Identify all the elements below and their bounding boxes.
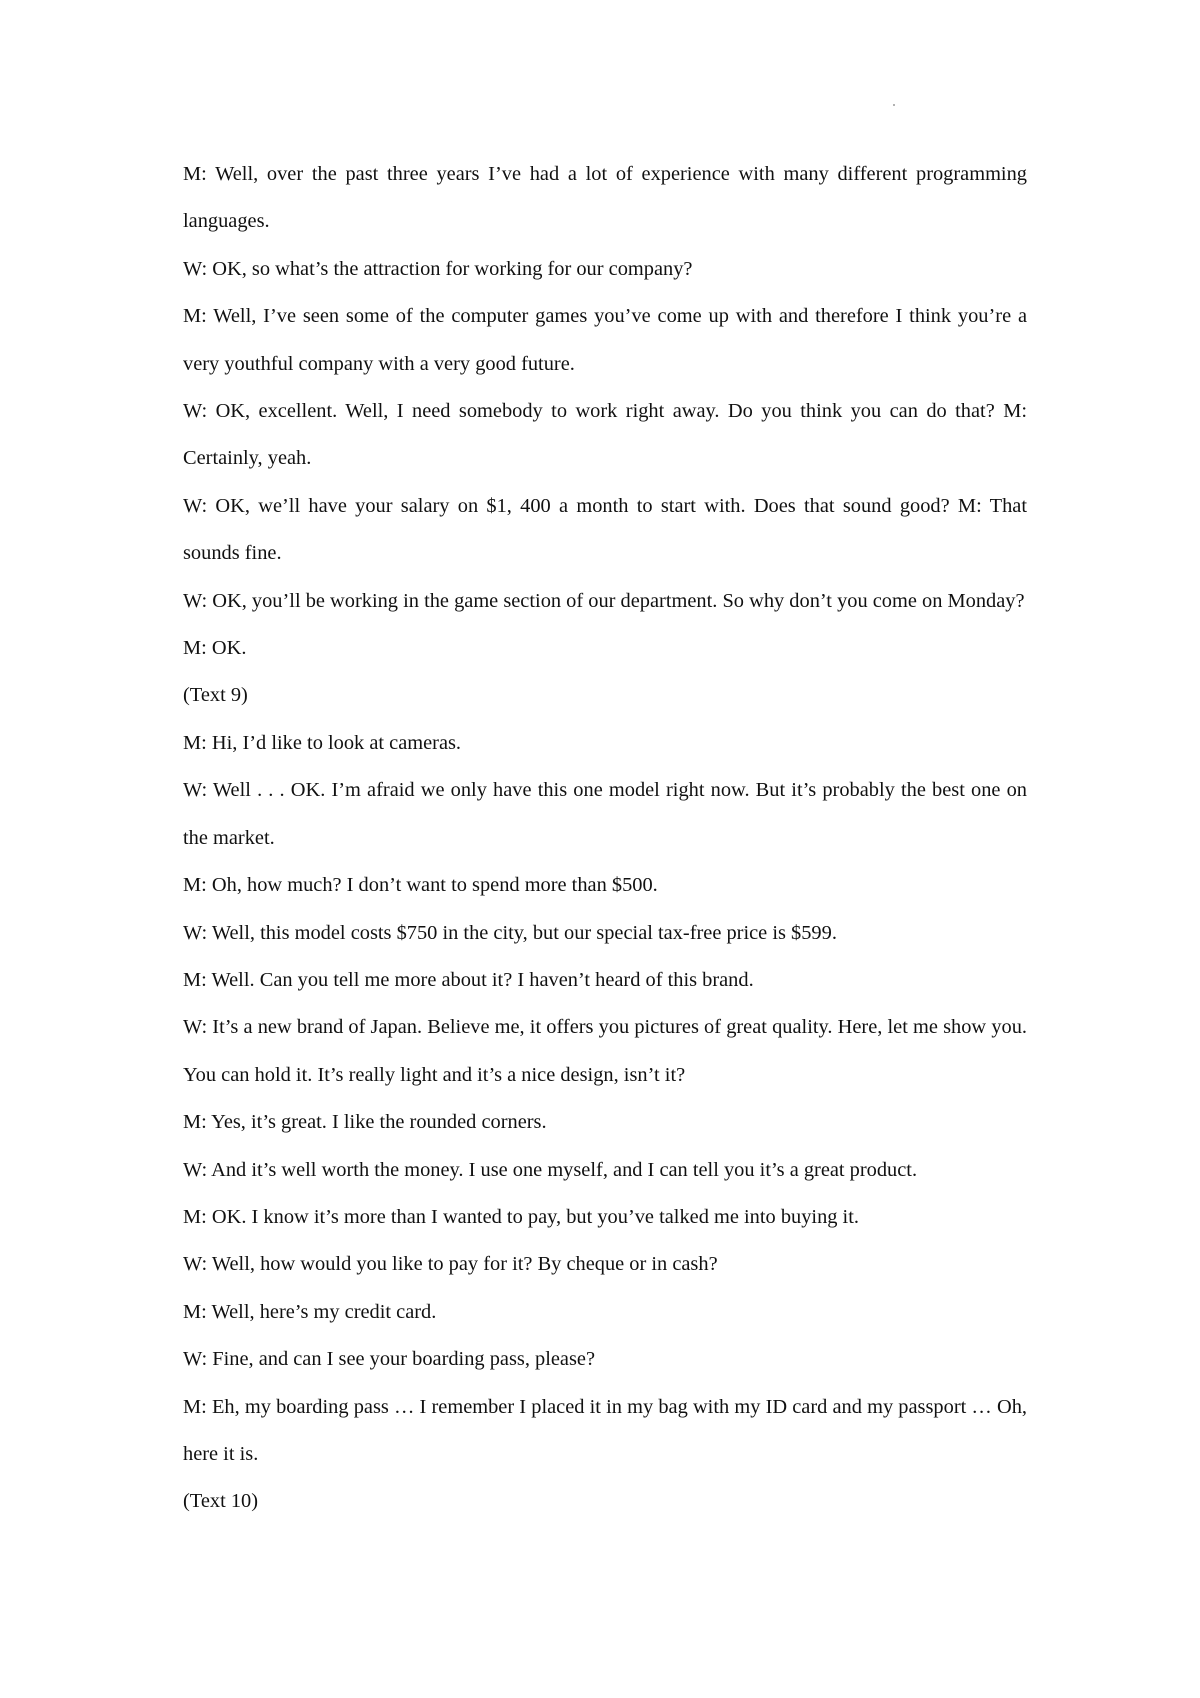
- dialogue-line: M: Well, over the past three years I’ve had a lot of experience with many different programming languages.: [183, 163, 1027, 233]
- scan-speck: [893, 104, 895, 106]
- dialogue-line: W: Fine, and can I see your boarding pass, please?: [183, 1348, 596, 1371]
- dialogue-line: W: Well . . . OK. I’m afraid we only have this one model right now. But it’s probably the best one on the market.: [183, 779, 1027, 849]
- section-heading: (Text 10): [183, 1490, 259, 1513]
- dialogue-line: M: Oh, how much? I don’t want to spend more than $500.: [183, 874, 658, 897]
- dialogue-line: M: Well, here’s my credit card.: [183, 1300, 437, 1323]
- dialogue-line: W: OK, excellent. Well, I need somebody to work right away. Do you think you can do that? M: Certainly, yeah.: [183, 400, 1027, 470]
- dialogue-line: W: And it’s well worth the money. I use one myself, and I can tell you it’s a great product.: [183, 1158, 918, 1181]
- transcript-text: [183, 151, 1027, 1526]
- dialogue-line: W: OK, so what’s the attraction for working for our company?: [183, 257, 693, 280]
- dialogue-line: M: OK.: [183, 637, 247, 660]
- dialogue-line: M: OK. I know it’s more than I wanted to pay, but you’ve talked me into buying it.: [183, 1205, 859, 1228]
- dialogue-line: M: Well. Can you tell me more about it? I haven’t heard of this brand.: [183, 968, 754, 991]
- dialogue-line: M: Yes, it’s great. I like the rounded corners.: [183, 1111, 547, 1134]
- dialogue-line: W: OK, you’ll be working in the game section of our department. So why don’t you come on Monday?: [183, 589, 1025, 612]
- dialogue-line: W: Well, how would you like to pay for it? By cheque or in cash?: [183, 1253, 718, 1276]
- dialogue-line: M: Hi, I’d like to look at cameras.: [183, 731, 462, 754]
- dialogue-line: W: Well, this model costs $750 in the city, but our special tax-free price is $599.: [183, 921, 837, 944]
- dialogue-line: M: Well, I’ve seen some of the computer games you’ve come up with and therefore I think you’re a very youthful company with a very good future.: [183, 305, 1027, 375]
- section-heading: (Text 9): [183, 684, 248, 707]
- dialogue-line: W: It’s a new brand of Japan. Believe me, it offers you pictures of great quality. Here, let me show you. You can hold it. It’s really light and it’s a nice design, isn’t it?: [183, 1016, 1027, 1086]
- dialogue-line: W: OK, we’ll have your salary on $1, 400 a month to start with. Does that sound good? M: That sounds fine.: [183, 494, 1027, 565]
- dialogue-line: M: Eh, my boarding pass … I remember I placed it in my bag with my ID card and my passport … Oh, here it is.: [183, 1395, 1027, 1465]
